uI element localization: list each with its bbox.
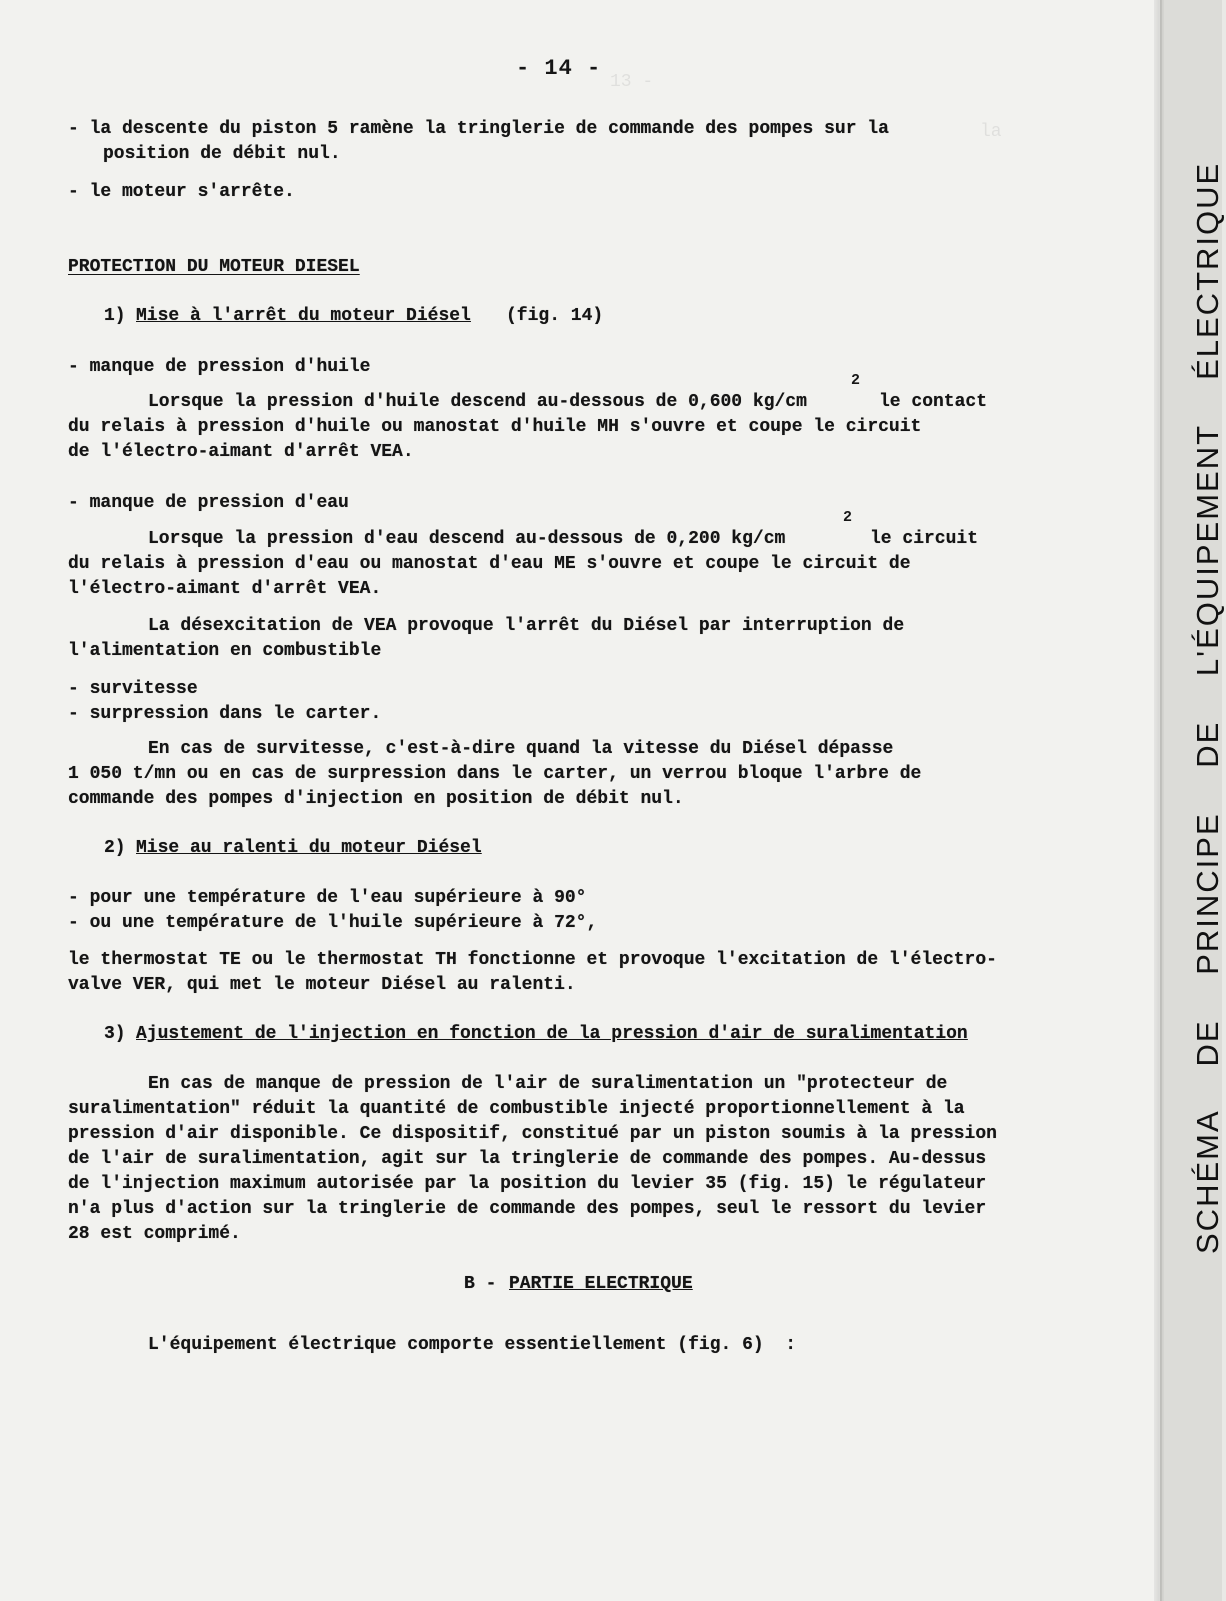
paragraph-line: le circuit: [870, 529, 979, 549]
subsection-number: 3): [104, 1024, 126, 1044]
superscript: 2: [843, 509, 853, 526]
paragraph-line: valve VER, qui met le moteur Diésel au ralenti.: [68, 975, 576, 995]
list-item: - ou une température de l'huile supérieure à 72°,: [68, 913, 598, 933]
list-item: - survitesse: [68, 679, 198, 699]
paragraph-line: de l'air de suralimentation, agit sur la tringlerie de commande des pompes. Au-dessus: [68, 1149, 987, 1169]
paragraph-line: de l'électro-aimant d'arrêt VEA.: [68, 442, 414, 462]
subsection-title: Mise au ralenti du moteur Diésel: [136, 838, 482, 858]
paragraph-line: position de débit nul.: [103, 144, 341, 164]
paragraph-line: 1 050 t/mn ou en cas de surpression dans le carter, un verrou bloque l'arbre de: [68, 764, 922, 784]
paragraph-line: le contact: [879, 392, 988, 412]
paragraph-line: l'alimentation en combustible: [68, 641, 382, 661]
side-title: SCHÉMA DE PRINCIPE DE L'ÉQUIPEMENT ÉLECTRIQUE: [1190, 161, 1225, 1254]
section-heading: PROTECTION DU MOTEUR DIESEL: [68, 257, 360, 277]
list-item: - pour une température de l'eau supérieure à 90°: [68, 888, 587, 908]
paragraph-line: du relais à pression d'huile ou manostat d'huile MH s'ouvre et coupe le circuit: [68, 417, 922, 437]
paragraph-line: 28 est comprimé.: [68, 1224, 241, 1244]
part-title: PARTIE ELECTRIQUE: [509, 1274, 693, 1294]
paragraph-line: n'a plus d'action sur la tringlerie de commande des pompes, seul le ressort du levier: [68, 1199, 987, 1219]
subsection-number: 1): [104, 306, 126, 326]
paragraph-line: commande des pompes d'injection en position de débit nul.: [68, 789, 684, 809]
subsection-number: 2): [104, 838, 126, 858]
page-number: - 14 -: [516, 56, 602, 81]
paragraph-line: La désexcitation de VEA provoque l'arrêt du Diésel par interruption de: [148, 616, 905, 636]
paragraph-line: de l'injection maximum autorisée par la position du levier 35 (fig. 15) le régulateur: [68, 1174, 987, 1194]
subsection-title: Mise à l'arrêt du moteur Diésel: [136, 306, 471, 326]
superscript: 2: [851, 372, 861, 389]
paragraph-line: l'électro-aimant d'arrêt VEA.: [68, 579, 382, 599]
bleed-through-text: 13 -: [610, 72, 654, 92]
paragraph-line: L'équipement électrique comporte essentiellement (fig. 6) :: [148, 1335, 797, 1355]
paragraph-line: En cas de manque de pression de l'air de suralimentation un "protecteur de: [148, 1074, 948, 1094]
subsection-title: Ajustement de l'injection en fonction de la pression d'air de suralimentation: [136, 1024, 968, 1044]
paragraph-line: pression d'air disponible. Ce dispositif, constitué par un piston soumis à la pression: [68, 1124, 997, 1144]
figure-reference: (fig. 14): [506, 306, 604, 326]
list-item: - surpression dans le carter.: [68, 704, 382, 724]
paragraph-line: En cas de survitesse, c'est-à-dire quand la vitesse du Diésel dépasse: [148, 739, 894, 759]
paragraph-line: - le moteur s'arrête.: [68, 182, 295, 202]
paragraph-line: le thermostat TE ou le thermostat TH fonctionne et provoque l'excitation de l'électro-: [68, 950, 997, 970]
part-prefix: B -: [464, 1274, 497, 1294]
list-item: - manque de pression d'huile: [68, 357, 371, 377]
paragraph-line: du relais à pression d'eau ou manostat d'eau ME s'ouvre et coupe le circuit de: [68, 554, 911, 574]
bleed-through-text: la: [980, 122, 1002, 142]
list-item: - manque de pression d'eau: [68, 493, 349, 513]
paragraph-line: - la descente du piston 5 ramène la tringlerie de commande des pompes sur la: [68, 119, 889, 139]
paragraph-line: suralimentation" réduit la quantité de combustible injecté proportionnellement à la: [68, 1099, 965, 1119]
paragraph-line: Lorsque la pression d'huile descend au-dessous de 0,600 kg/cm: [148, 392, 807, 412]
page-spine: [1154, 0, 1164, 1601]
paragraph-line: Lorsque la pression d'eau descend au-dessous de 0,200 kg/cm: [148, 529, 786, 549]
